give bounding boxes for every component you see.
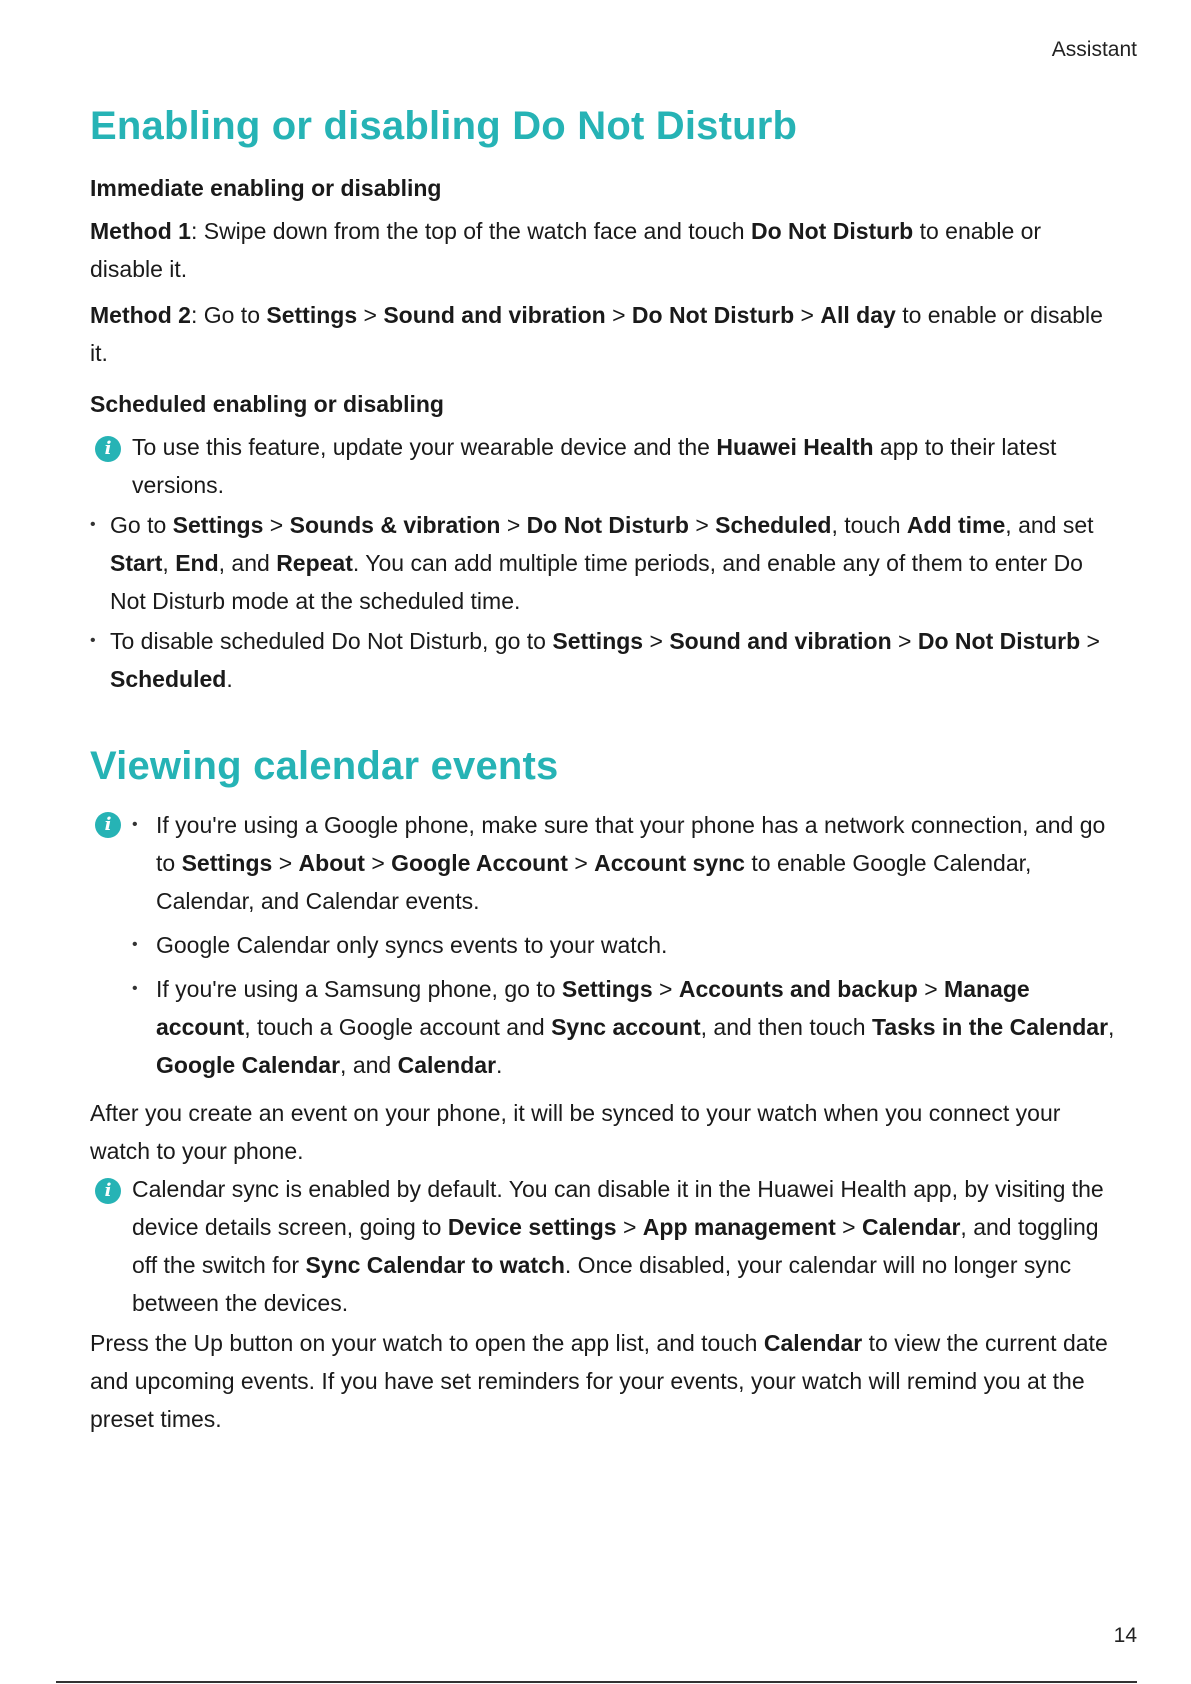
method1-paragraph: Method 1: Swipe down from the top of the watch face and touch Do Not Disturb to enable or disable it.: [90, 218, 1042, 282]
section-title-dnd: Enabling or disabling Do Not Disturb: [90, 104, 798, 148]
scheduled-list: [90, 506, 1120, 698]
list-item: • Go to Settings > Sounds & vibration > Do Not Disturb > Scheduled, touch Add time, and set Start, End, and Repeat. You can add multiple time periods, and enable any of them to enter Do Not Disturb mode at the scheduled time.: [90, 506, 1120, 620]
list-item: • If you're using a Google phone, make sure that your phone has a network connection, and go to Settings > About > Google Account > Account sync to enable Google Calendar, Calendar, and Calendar events.: [132, 806, 1120, 920]
info-icon: i: [95, 812, 121, 838]
subheading-immediate: Immediate enabling or disabling: [90, 175, 442, 201]
section-title-calendar: Viewing calendar events: [90, 744, 559, 788]
calendar-sync-paragraph: After you create an event on your phone, it will be synced to your watch when you connect your watch to your phone.: [90, 1100, 1061, 1164]
page-number: 14: [1113, 1624, 1137, 1647]
note-update: i To use this feature, update your wearable device and the Huawei Health app to their latest versions.: [90, 428, 1120, 504]
note-calendar-sync: i Calendar sync is enabled by default. You can disable it in the Huawei Health app, by visiting the device details screen, going to Device settings > App management > Calendar, and toggling off the switch for Sync Calendar to watch. Once disabled, your calendar will no longer sync between the devices.: [90, 1170, 1120, 1322]
footer-rule: [56, 1681, 1137, 1683]
list-item: • Google Calendar only syncs events to your watch.: [132, 926, 1120, 964]
info-icon: i: [95, 1178, 121, 1204]
page-content: [90, 100, 1120, 1438]
list-item: • If you're using a Samsung phone, go to Settings > Accounts and backup > Manage account, touch a Google account and Sync account, and then touch Tasks in the Calendar, Google Calendar, and Calendar.: [132, 970, 1120, 1084]
note-calendar-setup: [90, 806, 1120, 1084]
info-icon: i: [95, 436, 121, 462]
calendar-view-paragraph: Press the Up button on your watch to open the app list, and touch Calendar to view the current date and upcoming events. If you have set reminders for your events, your watch will remind you at the preset times.: [90, 1330, 1108, 1432]
calendar-note-list: [132, 806, 1120, 1084]
running-header: Assistant: [1051, 38, 1137, 61]
method2-paragraph: Method 2: Go to Settings > Sound and vibration > Do Not Disturb > All day to enable or disable it.: [90, 302, 1103, 366]
subheading-scheduled: Scheduled enabling or disabling: [90, 391, 444, 417]
list-item: • To disable scheduled Do Not Disturb, go to Settings > Sound and vibration > Do Not Disturb > Scheduled.: [90, 622, 1120, 698]
